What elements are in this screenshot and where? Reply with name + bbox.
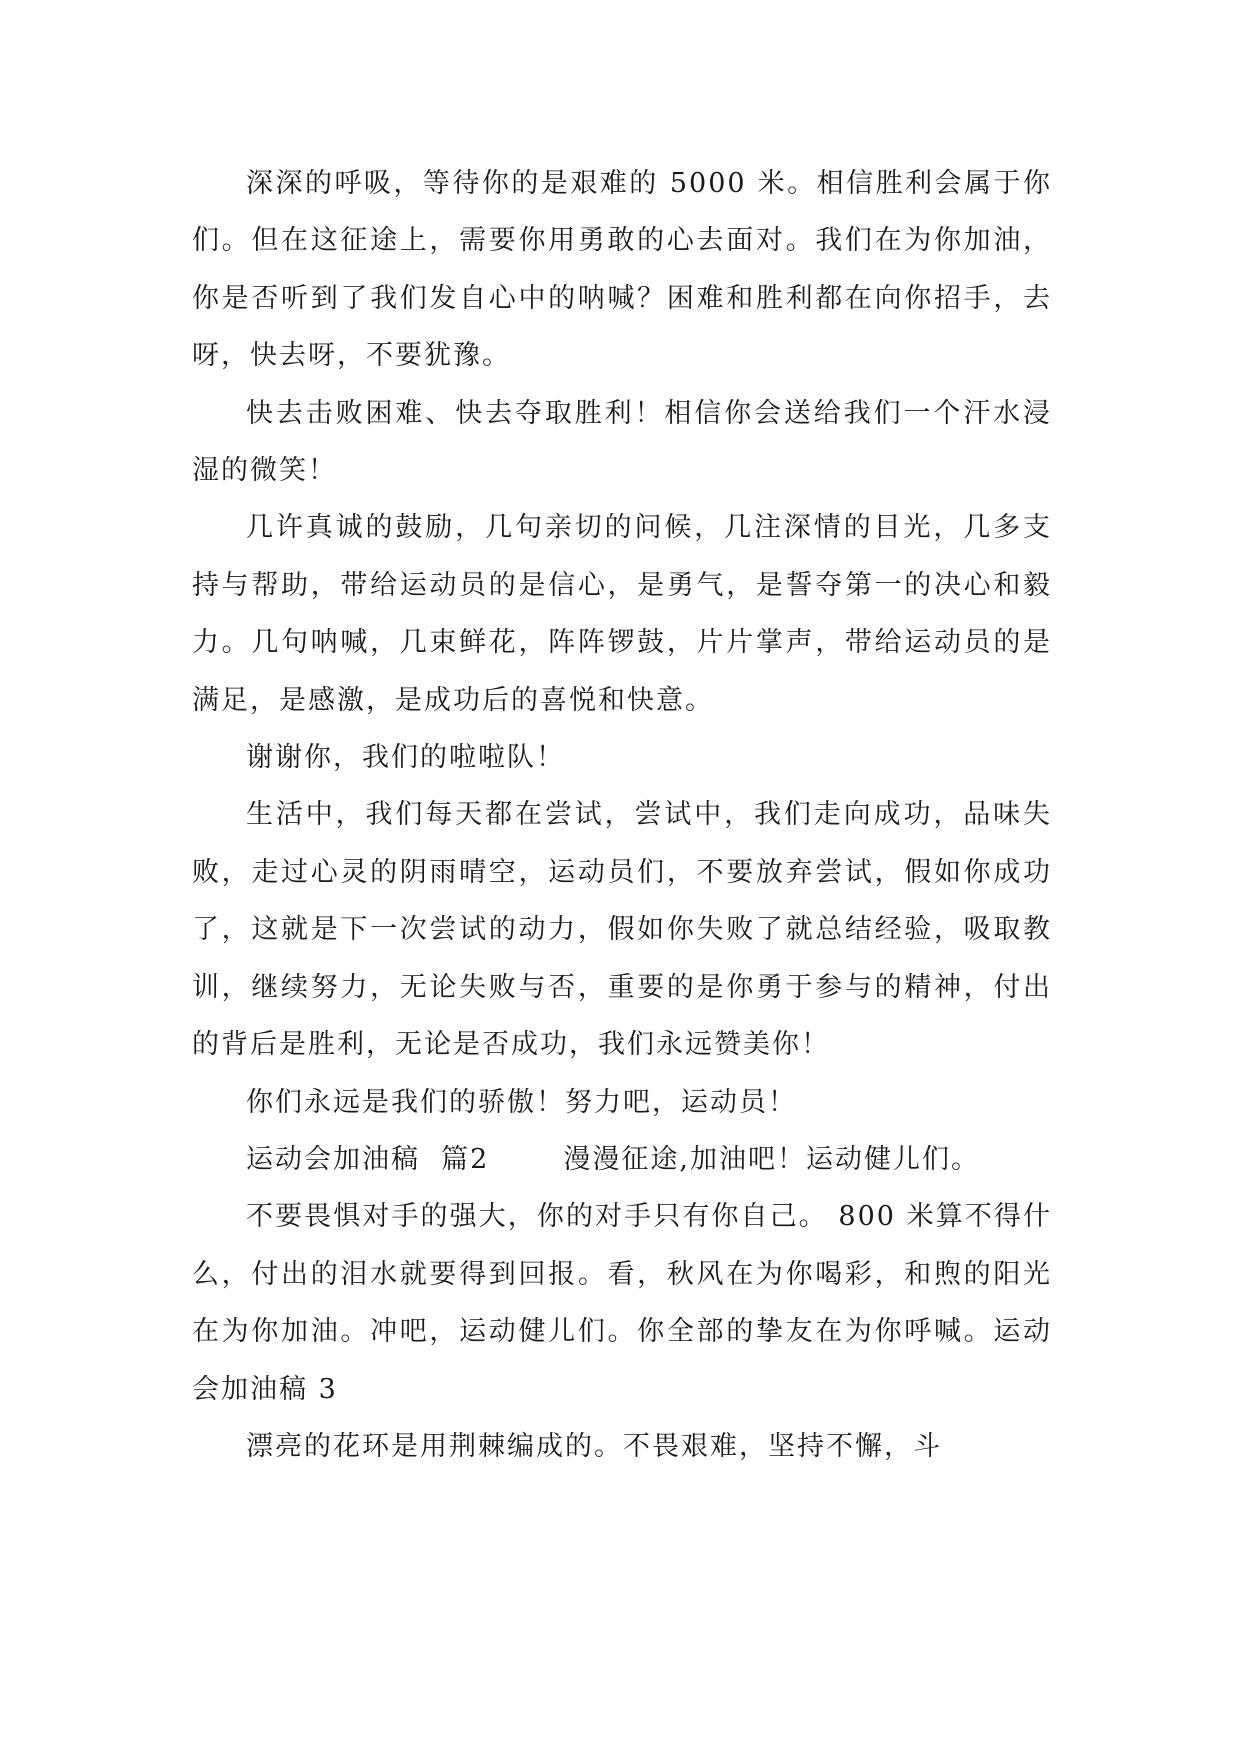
paragraph-2: 快去击败困难、快去夺取胜利！相信你会送给我们一个汗水浸湿的微笑！ — [192, 397, 1052, 487]
paragraph-6: 你们永远是我们的骄傲！努力吧，运动员！ — [246, 1086, 797, 1118]
paragraph-9: 漂亮的花环是用荆棘编成的。不畏艰难，坚持不懈，斗 — [246, 1430, 942, 1462]
paragraph-4: 谢谢你，我们的啦啦队！ — [246, 742, 565, 774]
document-body — [192, 155, 1052, 1475]
paragraph-5: 生活中，我们每天都在尝试，尝试中，我们走向成功，品味失败，走过心灵的阴雨晴空，运动员们，不要放弃尝试，假如你成功了，这就是下一次尝试的动力，假如你失败了就总结经验，吸取教训，继续努力，无论失败与否，重要的是你勇于参与的精神，付出的背后是胜利，无论是否成功，我们永远赞美你！ — [192, 799, 1052, 1061]
paragraph-8: 不要畏惧对手的强大，你的对手只有你自己。 800 米算不得什么，付出的泪水就要得到回报。看，秋风在为你喝彩，和煦的阳光在为你加油。冲吧，运动健儿们。你全部的挚友在为你呼喊。运动会加油稿 3 — [192, 1201, 1052, 1405]
paragraph-7-heading: 运动会加油稿 篇2 漫漫征途,加油吧！运动健儿们。 — [246, 1143, 981, 1175]
paragraph-1: 深深的呼吸，等待你的是艰难的 5000 米。相信胜利会属于你们。但在这征途上，需要你用勇敢的心去面对。我们在为你加油，你是否听到了我们发自心中的呐喊？困难和胜利都在向你招手，去呀，快去呀，不要犹豫。 — [192, 168, 1052, 372]
paragraph-3: 几许真诚的鼓励，几句亲切的问候，几注深情的目光，几多支持与帮助，带给运动员的是信心，是勇气，是誓夺第一的决心和毅力。几句呐喊，几束鲜花，阵阵锣鼓，片片掌声，带给运动员的是满足，是感激，是成功后的喜悦和快意。 — [192, 512, 1052, 716]
